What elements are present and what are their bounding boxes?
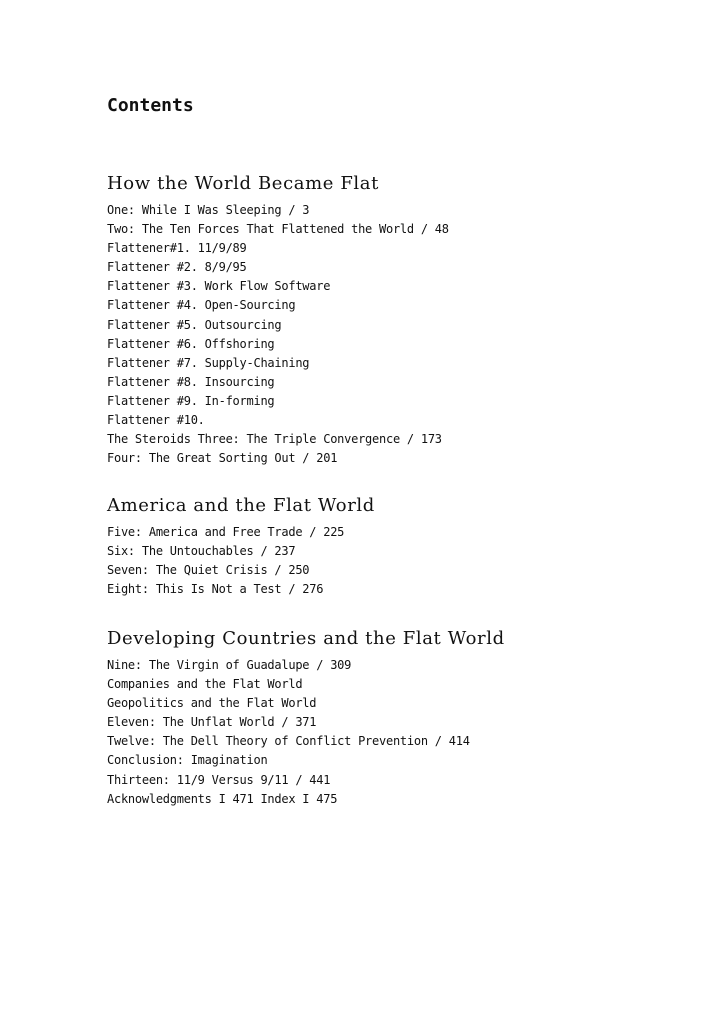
section-heading: America and the Flat World	[107, 495, 375, 516]
section-heading: Developing Countries and the Flat World	[107, 628, 505, 649]
toc-entry: Acknowledgments I 471 Index I 475	[107, 791, 338, 806]
toc-entry: Four: The Great Sorting Out / 201	[107, 451, 338, 466]
toc-entry: Flattener #6. Offshoring	[107, 336, 275, 351]
toc-entry: Two: The Ten Forces That Flattened the World / 48	[107, 222, 449, 237]
toc-entry: Flattener#1. 11/9/89	[107, 241, 247, 256]
toc-entry: Companies and the Flat World	[107, 677, 303, 692]
toc-entry: Flattener #10.	[107, 413, 205, 428]
toc-entry: Eleven: The Unflat World / 371	[107, 715, 317, 730]
section-how-the-world-became-flat	[107, 172, 707, 468]
toc-entry: Flattener #8. Insourcing	[107, 374, 275, 389]
toc-entry: Six: The Untouchables / 237	[107, 544, 296, 559]
toc-entry: Flattener #7. Supply-Chaining	[107, 355, 310, 370]
toc-list	[107, 201, 707, 468]
toc-entry: Twelve: The Dell Theory of Conflict Prevention / 414	[107, 734, 470, 749]
toc-entry: Flattener #3. Work Flow Software	[107, 279, 331, 294]
toc-entry: Seven: The Quiet Crisis / 250	[107, 563, 310, 578]
toc-entry: Flattener #5. Outsourcing	[107, 317, 282, 332]
section-heading: How the World Became Flat	[107, 173, 379, 194]
toc-list	[107, 523, 707, 599]
toc-entry: Nine: The Virgin of Guadalupe / 309	[107, 658, 352, 672]
section-america-and-the-flat-world	[107, 494, 707, 599]
toc-list	[107, 656, 707, 809]
toc-entry: Thirteen: 11/9 Versus 9/11 / 441	[107, 772, 331, 787]
toc-entry: One: While I Was Sleeping / 3	[107, 203, 310, 217]
toc-entry: Five: America and Free Trade / 225	[107, 525, 345, 539]
toc-entry: Eight: This Is Not a Test / 276	[107, 582, 324, 597]
section-developing-countries-and-the-flat-world	[107, 627, 707, 809]
toc-entry: Flattener #4. Open-Sourcing	[107, 298, 296, 313]
toc-entry: Geopolitics and the Flat World	[107, 696, 317, 711]
toc-entry: Flattener #9. In-forming	[107, 393, 275, 408]
toc-entry: Flattener #2. 8/9/95	[107, 260, 247, 275]
toc-entry: The Steroids Three: The Triple Convergence / 173	[107, 432, 442, 447]
toc-entry: Conclusion: Imagination	[107, 753, 268, 768]
page-title: Contents	[107, 95, 194, 116]
